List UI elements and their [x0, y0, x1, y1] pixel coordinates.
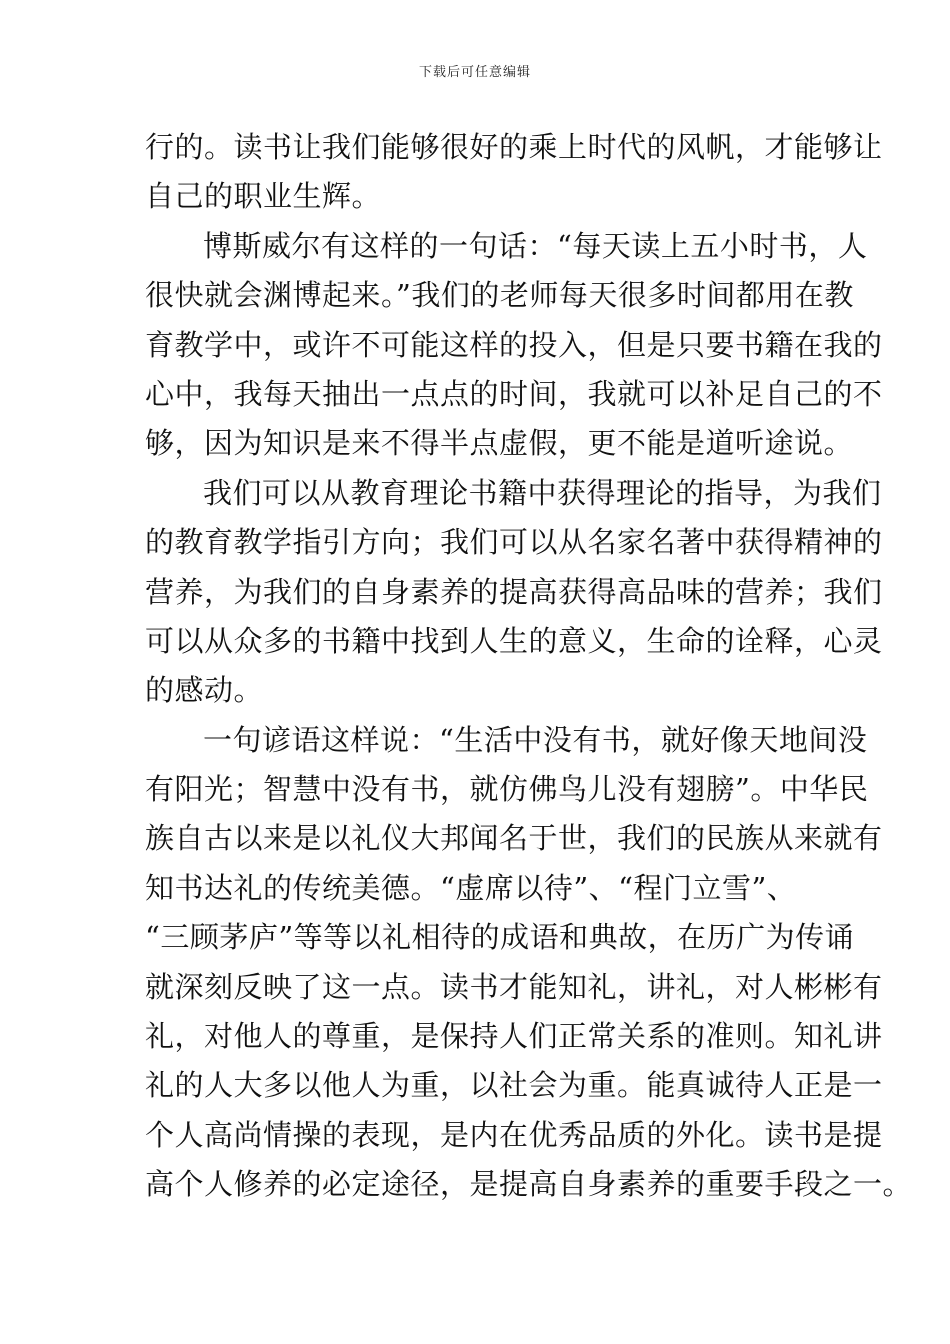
- paragraph-2-line-5: 够，因为知识是来不得半点虚假，更不能是道听途说。: [145, 426, 854, 461]
- paragraph-2-line-3: 育教学中，或许不可能这样的投入，但是只要书籍在我的: [145, 327, 883, 362]
- paragraph-2-line-2: 很快就会渊博起来。”我们的老师每天很多时间都用在教: [145, 278, 854, 313]
- paragraph-2-line-4: 心中，我每天抽出一点点的时间，我就可以补足自己的不: [145, 376, 883, 411]
- paragraph-4-line-4: 知书达礼的传统美德。“虚席以待”、“程门立雪”、: [145, 870, 797, 905]
- paragraph-3-line-1: 我们可以从教育理论书籍中获得理论的指导，为我们: [203, 475, 882, 510]
- paragraph-3-line-4: 可以从众多的书籍中找到人生的意义，生命的诠释，心灵: [145, 623, 883, 658]
- paragraph-3-line-2: 的教育教学指引方向；我们可以从名家名著中获得精神的: [145, 525, 883, 560]
- paragraph-4-line-10: 高个人修养的必定途径，是提高自身素养的重要手段之一。: [145, 1167, 913, 1202]
- paragraph-4-line-9: 个人高尚情操的表现，是内在优秀品质的外化。读书是提: [145, 1117, 883, 1152]
- page-header: 下载后可任意编辑: [418, 65, 531, 80]
- paragraph-4-line-8: 礼的人大多以他人为重，以社会为重。能真诚待人正是一: [145, 1068, 883, 1103]
- paragraph-4-line-6: 就深刻反映了这一点。读书才能知礼，讲礼，对人彬彬有: [145, 969, 883, 1004]
- paragraph-3-line-3: 营养，为我们的自身素养的提高获得高品味的营养；我们: [145, 574, 883, 609]
- paragraph-4-line-5: “三顾茅庐”等等以礼相待的成语和典故，在历广为传诵: [145, 920, 855, 955]
- paragraph-2-line-1: 博斯威尔有这样的一句话：“每天读上五小时书，人: [203, 228, 868, 263]
- paragraph-4-line-1: 一句谚语这样说：“生活中没有书，就好像天地间没: [203, 722, 868, 757]
- paragraph-3-line-5: 的感动。: [145, 673, 264, 708]
- paragraph-1-line-2: 自己的职业生辉。: [145, 179, 382, 214]
- paragraph-4-line-7: 礼，对他人的尊重，是保持人们正常关系的准则。知礼讲: [145, 1019, 883, 1054]
- paragraph-4-line-3: 族自古以来是以礼仪大邦闻名于世，我们的民族从来就有: [145, 821, 883, 856]
- document-body: [145, 123, 913, 1210]
- paragraph-4-line-2: 有阳光；智慧中没有书，就仿佛鸟儿没有翅膀”。中华民: [145, 772, 869, 807]
- paragraph-1-line-1: 行的。读书让我们能够很好的乘上时代的风帆，才能够让: [145, 130, 883, 164]
